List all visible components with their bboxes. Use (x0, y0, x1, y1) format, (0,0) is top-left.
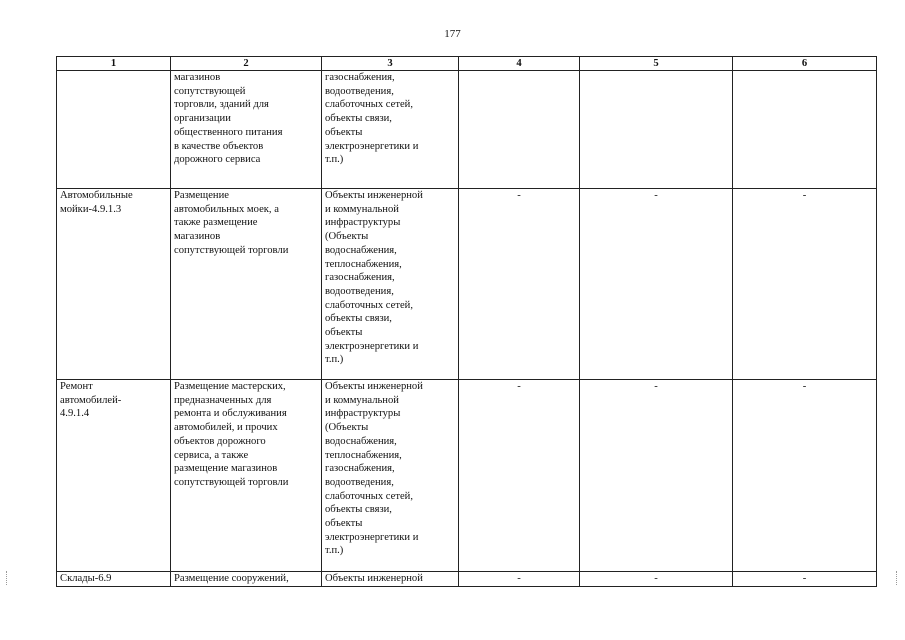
cell-text-line: автомобилей, и прочих (174, 422, 278, 434)
table-row-warehouses (57, 572, 877, 587)
cell-text-line: Автомобильные (60, 190, 133, 201)
cell-column-6: - (733, 189, 877, 380)
cell-text-line: объекты (325, 126, 363, 138)
cell-text-line: газоснабжения, (325, 272, 395, 284)
cell-use-type (57, 380, 171, 572)
cell-text-line: слаботочных сетей, (325, 299, 413, 311)
cell-text-line: и коммунальной (325, 394, 399, 406)
cell-text-line: 4.9.1.4 (60, 408, 90, 420)
table-row-continuation (57, 71, 877, 189)
cell-text-line: водоснабжения, (325, 244, 397, 256)
cell-text-line: инфраструктуры (325, 217, 401, 229)
cell-text-line: в качестве объектов (174, 140, 264, 152)
cell-auxiliary-use (322, 189, 459, 380)
cell-column-5: - (580, 572, 733, 587)
cell-auxiliary-use (322, 380, 459, 572)
cell-column-4: - (459, 380, 580, 572)
cell-text-line: водоотведения, (325, 476, 394, 488)
cell-text-line: Ремонт (60, 381, 93, 392)
cell-text-line: также размещение (174, 217, 258, 229)
cell-text-line: магазинов (174, 72, 221, 83)
cell-use-type (57, 572, 171, 587)
cell-text-line: Размещение мастерских, (174, 381, 286, 392)
cell-text-line: и коммунальной (325, 203, 399, 215)
column-header-4: 4 (459, 57, 580, 71)
table-row-car-repair (57, 380, 877, 572)
cell-column-5 (580, 71, 733, 189)
cell-text-line: электроэнергетики и (325, 340, 419, 352)
cell-text-line: электроэнергетики и (325, 531, 419, 543)
cell-text-line: объекты связи, (325, 313, 392, 325)
cell-text-line: т.п.) (325, 154, 344, 166)
cell-text-line: Размещение (174, 190, 229, 201)
cell-text-line: инфраструктуры (325, 408, 401, 420)
cell-text-line: газоснабжения, (325, 463, 395, 475)
cell-text-line: водоснабжения, (325, 435, 397, 447)
cell-text-line: организации (174, 113, 231, 125)
cell-text-line: мойки-4.9.1.3 (60, 203, 122, 215)
cell-text-line: водоотведения, (325, 85, 394, 97)
cell-use-type (57, 71, 171, 189)
cell-column-4: - (459, 189, 580, 380)
table-row-car-wash (57, 189, 877, 380)
cell-text-line: сопутствующей (174, 85, 246, 97)
cell-use-description (171, 380, 322, 572)
scan-edge-mark-right (896, 571, 899, 585)
cell-text-line: т.п.) (325, 354, 344, 366)
cell-text-line: сервиса, а также (174, 449, 249, 461)
scan-edge-mark-left (6, 571, 9, 585)
cell-text-line: электроэнергетики и (325, 140, 419, 152)
column-header-3: 3 (322, 57, 459, 71)
cell-text-line: газоснабжения, (325, 72, 395, 83)
cell-text-line: объектов дорожного (174, 435, 266, 447)
cell-text-line: объекты связи, (325, 113, 392, 125)
cell-text-line: Размещение сооружений, (174, 573, 289, 584)
table-header-row (57, 57, 877, 71)
cell-column-6: - (733, 380, 877, 572)
cell-text-line: автомобилей- (60, 394, 122, 406)
cell-use-type (57, 189, 171, 380)
cell-auxiliary-use (322, 572, 459, 587)
cell-text-line: объекты (325, 327, 363, 339)
cell-text-line: Объекты инженерной (325, 190, 423, 201)
cell-text-line: общественного питания (174, 126, 283, 138)
column-header-6: 6 (733, 57, 877, 71)
cell-text-line: теплоснабжения, (325, 258, 402, 270)
cell-text-line: предназначенных для (174, 394, 272, 406)
cell-text-line: Объекты инженерной (325, 381, 423, 392)
cell-column-5: - (580, 189, 733, 380)
cell-text-line: ремонта и обслуживания (174, 408, 287, 420)
document-table (56, 56, 877, 587)
cell-text-line: Склады-6.9 (60, 573, 112, 584)
cell-column-4 (459, 71, 580, 189)
cell-text-line: т.п.) (325, 545, 344, 557)
cell-text-line: торговли, зданий для (174, 99, 269, 111)
cell-text-line: теплоснабжения, (325, 449, 402, 461)
cell-text-line: водоотведения, (325, 285, 394, 297)
cell-text-line: дорожного сервиса (174, 154, 261, 166)
cell-text-line: магазинов (174, 231, 221, 243)
cell-column-4: - (459, 572, 580, 587)
cell-text-line: размещение магазинов (174, 463, 278, 475)
cell-text-line: автомобильных моек, а (174, 203, 279, 215)
cell-text-line: объекты связи, (325, 504, 392, 516)
cell-use-description (171, 189, 322, 380)
cell-text-line: Объекты инженерной (325, 573, 423, 584)
column-header-2: 2 (171, 57, 322, 71)
cell-auxiliary-use (322, 71, 459, 189)
cell-text-line: слаботочных сетей, (325, 99, 413, 111)
cell-text-line: сопутствующей торговли (174, 476, 289, 488)
cell-use-description (171, 572, 322, 587)
cell-text-line: объекты (325, 518, 363, 530)
cell-use-description (171, 71, 322, 189)
cell-text-line: (Объекты (325, 231, 369, 243)
cell-text-line: слаботочных сетей, (325, 490, 413, 502)
cell-column-5: - (580, 380, 733, 572)
page-number: 177 (444, 28, 461, 40)
column-header-5: 5 (580, 57, 733, 71)
cell-column-6: - (733, 572, 877, 587)
cell-text-line: сопутствующей торговли (174, 244, 289, 256)
table-header (57, 57, 877, 71)
column-header-1: 1 (57, 57, 171, 71)
cell-column-6 (733, 71, 877, 189)
cell-text-line: (Объекты (325, 422, 369, 434)
